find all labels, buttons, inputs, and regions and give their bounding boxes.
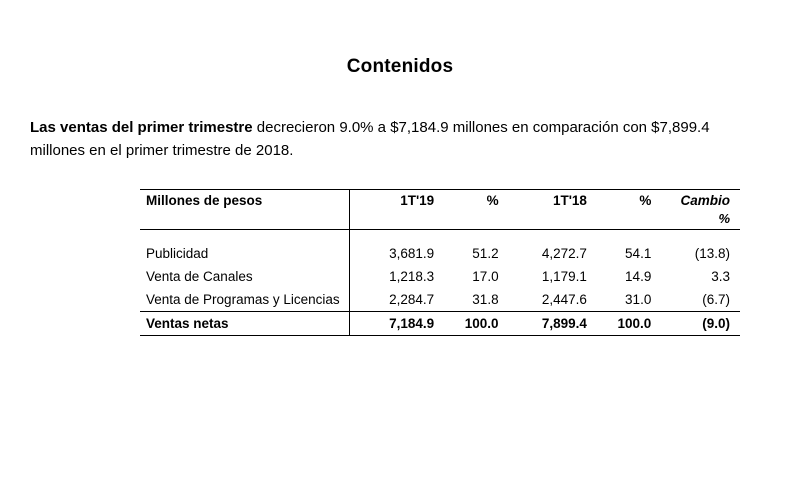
total-q1-current: 7,184.9: [349, 311, 438, 335]
table-row: [140, 265, 740, 288]
document-page: [0, 56, 800, 478]
row-change: (13.8): [694, 245, 730, 261]
intro-lead: Las ventas del primer trimestre: [30, 119, 253, 136]
total-pct-prior: 100.0: [591, 311, 655, 335]
table-body: [140, 229, 740, 335]
table-header-subrow: [140, 211, 740, 230]
column-header-change: Cambio: [655, 189, 740, 211]
column-header-pct-current: %: [438, 189, 502, 211]
total-q1-prior: 7,899.4: [503, 311, 591, 335]
row-pct-prior: 31.0: [591, 288, 655, 312]
total-label: Ventas netas: [140, 311, 349, 335]
row-label: Publicidad: [140, 242, 349, 265]
row-q1-current: 1,218.3: [389, 268, 435, 284]
row-label: Venta de Programas y Licencias: [140, 288, 349, 312]
row-change: 3.3: [711, 268, 730, 284]
total-change: (9.0): [655, 311, 740, 335]
table-header-row: [140, 189, 740, 211]
column-header-change-sub: %: [655, 211, 740, 230]
financial-table-wrapper: [140, 189, 740, 336]
row-q1-prior: 1,179.1: [541, 268, 587, 284]
row-pct-current: 17.0: [472, 268, 499, 284]
row-label: Venta de Canales: [140, 265, 349, 288]
column-header-pct-prior: %: [591, 189, 655, 211]
row-q1-current: 2,284.7: [349, 288, 438, 312]
row-q1-prior: 4,272.7: [541, 245, 587, 261]
intro-paragraph: [30, 116, 730, 163]
header-sub-blank: [140, 211, 349, 230]
column-header-q1-current: 1T'19: [349, 189, 438, 211]
column-header-q1-prior: 1T'18: [503, 189, 591, 211]
row-pct-current: 51.2: [472, 245, 499, 261]
row-change: (6.7): [655, 288, 740, 312]
row-pct-prior: 14.9: [625, 268, 652, 284]
intro-rest: decrecieron 9.0% a $7,184.9 millones en comparación con $7,899.4 millones en el primer trimestre de 2018.: [30, 119, 710, 160]
table-row: [140, 288, 740, 312]
column-header-label: Millones de pesos: [140, 189, 349, 211]
row-pct-prior: 54.1: [625, 245, 652, 261]
table-row: [140, 242, 740, 265]
table-total-row: [140, 311, 740, 335]
spacer-row: [140, 229, 740, 242]
row-q1-prior: 2,447.6: [503, 288, 591, 312]
financial-table: [140, 189, 740, 336]
total-pct-current: 100.0: [438, 311, 502, 335]
page-title: Contenidos: [346, 56, 454, 77]
table-header: [140, 189, 740, 229]
row-q1-current: 3,681.9: [389, 245, 435, 261]
row-pct-current: 31.8: [438, 288, 502, 312]
